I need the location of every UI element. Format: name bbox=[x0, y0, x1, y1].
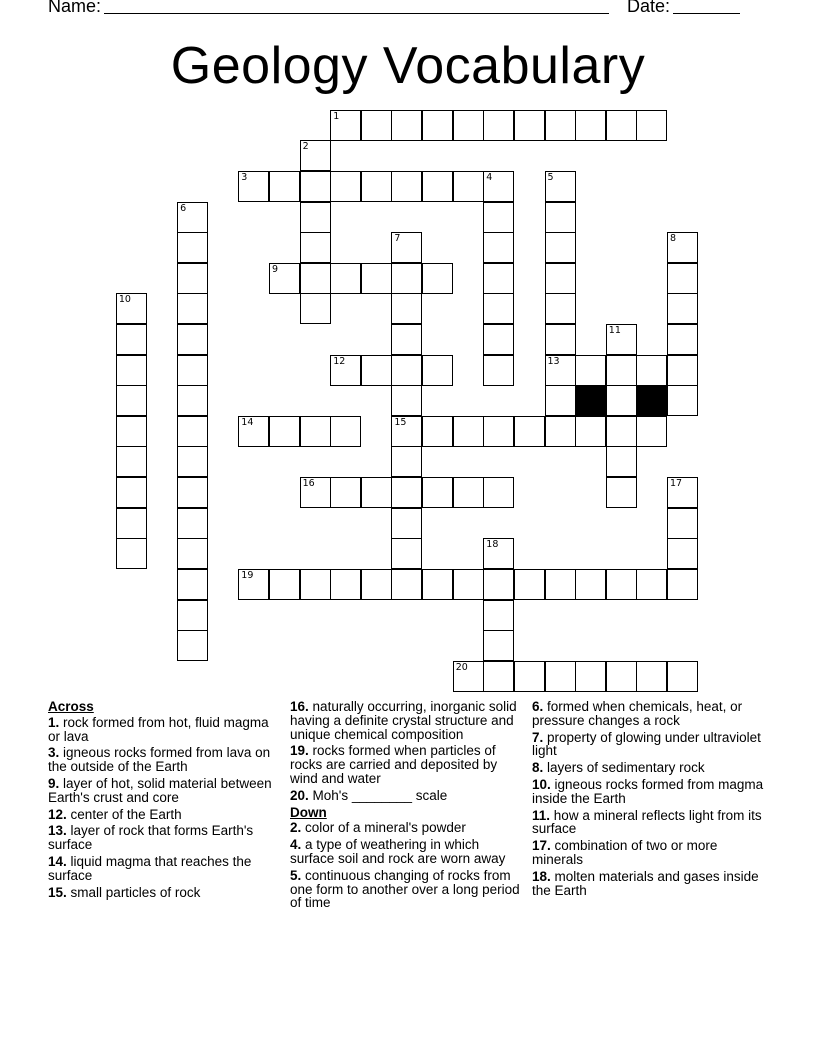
clue-number: 12 bbox=[333, 355, 346, 367]
grid-cell[interactable] bbox=[483, 171, 514, 202]
clue-text: igneous rocks formed from lava on the outside of the Earth bbox=[48, 745, 271, 775]
down-clue bbox=[532, 809, 768, 837]
grid-cell[interactable] bbox=[269, 171, 300, 202]
name-label: Name: bbox=[48, 0, 102, 16]
grid-cell[interactable] bbox=[177, 324, 208, 355]
clue-number: 6 bbox=[180, 202, 187, 214]
grid-cell[interactable] bbox=[177, 446, 208, 477]
grid-cell[interactable] bbox=[545, 232, 576, 263]
grid-cell[interactable] bbox=[636, 110, 667, 141]
clue-number: 6. bbox=[532, 699, 544, 714]
across-clue bbox=[48, 716, 280, 744]
grid-cell[interactable] bbox=[606, 324, 637, 355]
clue-number: 14. bbox=[48, 853, 67, 869]
clue-number: 8. bbox=[532, 760, 544, 776]
clue-number: 1 bbox=[333, 110, 340, 122]
grid-cell[interactable] bbox=[606, 477, 637, 508]
grid-cell[interactable] bbox=[483, 569, 514, 600]
clue-text: layer of rock that forms Earth's surface bbox=[48, 823, 254, 853]
grid-cell[interactable] bbox=[606, 569, 637, 600]
grid-cell[interactable] bbox=[177, 416, 208, 447]
grid-cell[interactable] bbox=[177, 293, 208, 324]
across-clue bbox=[48, 777, 280, 805]
grid-cell[interactable] bbox=[422, 477, 453, 508]
grid-cell[interactable] bbox=[391, 446, 422, 477]
clue-number: 5. bbox=[290, 867, 302, 883]
clue-number: 1. bbox=[48, 714, 60, 730]
grid-cell[interactable] bbox=[116, 446, 147, 477]
clue-text: rock formed from hot, fluid magma or lava bbox=[48, 714, 269, 744]
grid-cell[interactable] bbox=[514, 110, 545, 141]
grid-cell[interactable] bbox=[545, 324, 576, 355]
clue-text: layers of sedimentary rock bbox=[547, 760, 705, 776]
grid-cell[interactable] bbox=[391, 293, 422, 324]
grid-cell[interactable] bbox=[545, 385, 576, 416]
grid-cell[interactable] bbox=[483, 232, 514, 263]
clue-text: rocks formed when particles of rocks are carried and deposited by wind and water bbox=[290, 743, 498, 786]
down-clue bbox=[290, 821, 522, 835]
grid-cell[interactable] bbox=[300, 263, 331, 294]
grid-cell[interactable] bbox=[391, 477, 422, 508]
grid-cell[interactable] bbox=[391, 324, 422, 355]
clue-number: 11 bbox=[608, 325, 621, 336]
grid-cell[interactable] bbox=[177, 477, 208, 508]
down-clue bbox=[532, 870, 768, 898]
grid-cell[interactable] bbox=[116, 508, 147, 539]
grid-cell[interactable] bbox=[545, 355, 576, 386]
grid-cell[interactable] bbox=[116, 416, 147, 447]
grid-cell[interactable] bbox=[453, 569, 484, 600]
grid-cell[interactable] bbox=[483, 416, 514, 447]
grid-cell[interactable] bbox=[391, 385, 422, 416]
grid-cell[interactable] bbox=[483, 293, 514, 324]
grid-cell[interactable] bbox=[575, 569, 606, 600]
clue-text: center of the Earth bbox=[70, 806, 182, 822]
across-clue bbox=[48, 855, 280, 883]
grid-cell[interactable] bbox=[636, 355, 667, 386]
across-clue bbox=[48, 824, 280, 852]
down-heading: Down bbox=[290, 804, 327, 820]
clue-number: 10 bbox=[118, 294, 131, 306]
clue-number: 18 bbox=[486, 539, 499, 551]
clue-number: 9. bbox=[48, 775, 60, 791]
clue-text: combination of two or more minerals bbox=[532, 838, 718, 867]
grid-cell[interactable] bbox=[483, 477, 514, 508]
grid-cell[interactable] bbox=[422, 110, 453, 141]
grid-cell[interactable] bbox=[575, 110, 606, 141]
clue-number: 17 bbox=[670, 478, 683, 490]
grid-cell[interactable] bbox=[606, 385, 637, 416]
grid-cell[interactable] bbox=[116, 477, 147, 508]
clue-number: 7 bbox=[394, 233, 401, 245]
down-clue bbox=[532, 839, 768, 867]
grid-cell[interactable] bbox=[483, 600, 514, 631]
grid-cell[interactable] bbox=[606, 355, 637, 386]
grid-cell[interactable] bbox=[606, 416, 637, 447]
grid-cell[interactable] bbox=[177, 202, 208, 233]
grid-cell[interactable] bbox=[422, 263, 453, 294]
grid-cell[interactable] bbox=[667, 538, 698, 569]
grid-cell[interactable] bbox=[177, 569, 208, 600]
grid-cell[interactable] bbox=[545, 569, 576, 600]
grid-cell[interactable] bbox=[300, 569, 331, 600]
grid-cell[interactable] bbox=[514, 416, 545, 447]
grid-cell[interactable] bbox=[422, 416, 453, 447]
grid-cell[interactable] bbox=[361, 569, 392, 600]
grid-cell[interactable] bbox=[636, 416, 667, 447]
clue-text: small particles of rock bbox=[70, 884, 201, 900]
grid-cell[interactable] bbox=[453, 171, 484, 202]
grid-cell[interactable] bbox=[330, 110, 361, 141]
grid-cell[interactable] bbox=[391, 508, 422, 539]
grid-cell[interactable] bbox=[483, 202, 514, 233]
grid-cell[interactable] bbox=[575, 661, 606, 692]
clue-number: 3 bbox=[241, 171, 248, 183]
grid-cell[interactable] bbox=[300, 416, 331, 447]
grid-cell[interactable] bbox=[269, 263, 300, 294]
grid-cell[interactable] bbox=[453, 477, 484, 508]
grid-cell[interactable] bbox=[177, 630, 208, 661]
grid-cell[interactable] bbox=[361, 477, 392, 508]
grid-cell[interactable] bbox=[391, 416, 422, 447]
grid-cell[interactable] bbox=[116, 385, 147, 416]
grid-cell[interactable] bbox=[667, 355, 698, 386]
clue-number: 7. bbox=[532, 729, 544, 745]
grid-cell[interactable] bbox=[483, 355, 514, 386]
clue-number: 16. bbox=[290, 699, 309, 714]
grid-cell[interactable] bbox=[330, 355, 361, 386]
clue-number: 8 bbox=[670, 233, 677, 245]
clue-text: Moh's ________ scale bbox=[312, 787, 448, 803]
grid-cell[interactable] bbox=[238, 171, 269, 202]
grid-cell[interactable] bbox=[361, 263, 392, 294]
down-clue bbox=[290, 838, 522, 866]
grid-cell[interactable] bbox=[330, 171, 361, 202]
down-clue bbox=[532, 700, 768, 728]
across-clue bbox=[290, 744, 522, 785]
grid-cell[interactable] bbox=[300, 202, 331, 233]
grid-cell[interactable] bbox=[453, 661, 484, 692]
grid-cell[interactable] bbox=[575, 355, 606, 386]
clue-number: 15 bbox=[394, 416, 407, 428]
across-clue bbox=[48, 746, 280, 774]
grid-cell[interactable] bbox=[422, 171, 453, 202]
clue-text: naturally occurring, inorganic solid having a definite crystal structure and unique chemical composition bbox=[290, 699, 517, 742]
grid-cell[interactable] bbox=[667, 569, 698, 600]
grid-cell[interactable] bbox=[636, 661, 667, 692]
grid-cell[interactable] bbox=[545, 416, 576, 447]
grid-cell[interactable] bbox=[667, 232, 698, 263]
across-clue bbox=[48, 808, 280, 822]
grid-cell[interactable] bbox=[330, 416, 361, 447]
grid-cell[interactable] bbox=[116, 355, 147, 386]
grid-cell[interactable] bbox=[300, 232, 331, 263]
grid-cell[interactable] bbox=[269, 569, 300, 600]
clue-number: 9 bbox=[272, 263, 279, 275]
grid-cell[interactable] bbox=[116, 538, 147, 569]
grid-cell[interactable] bbox=[177, 263, 208, 294]
clue-column-1 bbox=[48, 700, 280, 902]
clue-number: 20. bbox=[290, 787, 309, 803]
grid-cell[interactable] bbox=[300, 293, 331, 324]
grid-cell[interactable] bbox=[545, 293, 576, 324]
clue-column-2 bbox=[290, 700, 522, 913]
grid-cell[interactable] bbox=[177, 600, 208, 631]
clue-text: continuous changing of rocks from one form to another over a long period of time bbox=[290, 867, 520, 911]
grid-block bbox=[636, 385, 667, 416]
clue-number: 11. bbox=[532, 807, 551, 823]
across-clue bbox=[290, 789, 522, 803]
clue-text: a type of weathering in which surface soil and rock are worn away bbox=[290, 837, 506, 866]
clue-number: 3. bbox=[48, 745, 60, 761]
clue-number: 18. bbox=[532, 868, 551, 884]
grid-cell[interactable] bbox=[453, 416, 484, 447]
grid-cell[interactable] bbox=[300, 171, 331, 202]
clue-number: 13. bbox=[48, 823, 67, 839]
down-clue bbox=[290, 869, 522, 910]
grid-cell[interactable] bbox=[391, 538, 422, 569]
clue-number: 2. bbox=[290, 820, 302, 836]
grid-cell[interactable] bbox=[606, 661, 637, 692]
grid-cell[interactable] bbox=[300, 477, 331, 508]
grid-cell[interactable] bbox=[667, 508, 698, 539]
grid-cell[interactable] bbox=[361, 171, 392, 202]
across-clue bbox=[290, 700, 522, 741]
clue-text: property of glowing under ultraviolet light bbox=[532, 729, 761, 759]
grid-cell[interactable] bbox=[391, 232, 422, 263]
date-label: Date: bbox=[627, 0, 671, 16]
grid-cell[interactable] bbox=[422, 355, 453, 386]
clue-number: 10. bbox=[532, 776, 551, 792]
grid-cell[interactable] bbox=[575, 416, 606, 447]
grid-cell[interactable] bbox=[545, 110, 576, 141]
grid-cell[interactable] bbox=[636, 569, 667, 600]
clue-text: how a mineral reflects light from its surface bbox=[532, 807, 762, 837]
clue-column-3 bbox=[532, 700, 768, 900]
grid-cell[interactable] bbox=[483, 630, 514, 661]
clue-number: 19 bbox=[241, 569, 254, 581]
grid-cell[interactable] bbox=[391, 355, 422, 386]
clue-text: liquid magma that reaches the surface bbox=[48, 853, 252, 883]
clue-number: 16 bbox=[302, 478, 315, 490]
grid-cell[interactable] bbox=[177, 385, 208, 416]
grid-cell[interactable] bbox=[514, 569, 545, 600]
grid-cell[interactable] bbox=[545, 202, 576, 233]
grid-cell[interactable] bbox=[483, 324, 514, 355]
grid-cell[interactable] bbox=[361, 110, 392, 141]
down-clue bbox=[532, 731, 768, 759]
grid-cell[interactable] bbox=[361, 355, 392, 386]
grid-cell[interactable] bbox=[483, 263, 514, 294]
grid-cell[interactable] bbox=[483, 538, 514, 569]
grid-cell[interactable] bbox=[269, 416, 300, 447]
clue-number: 2 bbox=[302, 141, 309, 153]
grid-cell[interactable] bbox=[514, 661, 545, 692]
grid-cell[interactable] bbox=[116, 324, 147, 355]
clue-number: 12. bbox=[48, 806, 67, 822]
clue-number: 4. bbox=[290, 837, 302, 853]
across-clue bbox=[48, 886, 280, 900]
grid-cell[interactable] bbox=[116, 293, 147, 324]
clue-number: 15. bbox=[48, 884, 67, 900]
grid-cell[interactable] bbox=[545, 263, 576, 294]
grid-cell[interactable] bbox=[177, 232, 208, 263]
grid-cell[interactable] bbox=[606, 110, 637, 141]
grid-cell[interactable] bbox=[453, 110, 484, 141]
down-clue bbox=[532, 761, 768, 775]
grid-cell[interactable] bbox=[330, 263, 361, 294]
grid-cell[interactable] bbox=[422, 569, 453, 600]
page-title: Geology Vocabulary bbox=[170, 37, 646, 95]
grid-cell[interactable] bbox=[391, 569, 422, 600]
clue-number: 17. bbox=[532, 838, 551, 854]
grid-cell[interactable] bbox=[667, 477, 698, 508]
clue-text: layer of hot, solid material between Earth's crust and core bbox=[48, 775, 272, 805]
grid-cell[interactable] bbox=[330, 477, 361, 508]
clue-number: 19. bbox=[290, 743, 309, 759]
grid-cell[interactable] bbox=[667, 293, 698, 324]
clue-text: igneous rocks formed from magma inside the Earth bbox=[532, 776, 764, 806]
clue-number: 5 bbox=[547, 171, 554, 183]
clue-text: color of a mineral's powder bbox=[305, 820, 466, 836]
grid-cell[interactable] bbox=[177, 355, 208, 386]
grid-cell[interactable] bbox=[238, 416, 269, 447]
grid-cell[interactable] bbox=[606, 446, 637, 477]
grid-cell[interactable] bbox=[330, 569, 361, 600]
clue-text: molten materials and gases inside the Earth bbox=[532, 868, 759, 898]
grid-cell[interactable] bbox=[483, 661, 514, 692]
grid-cell[interactable] bbox=[667, 661, 698, 692]
clue-number: 13 bbox=[547, 355, 560, 367]
grid-cell[interactable] bbox=[391, 110, 422, 141]
clue-number: 14 bbox=[241, 416, 254, 428]
across-heading: Across bbox=[48, 699, 94, 714]
grid-cell[interactable] bbox=[177, 538, 208, 569]
grid-cell[interactable] bbox=[545, 661, 576, 692]
grid-cell[interactable] bbox=[667, 263, 698, 294]
grid-cell[interactable] bbox=[391, 263, 422, 294]
grid-block bbox=[575, 385, 606, 416]
clue-number: 20 bbox=[455, 661, 468, 673]
grid-cell[interactable] bbox=[545, 171, 576, 202]
grid-cell[interactable] bbox=[177, 508, 208, 539]
grid-cell[interactable] bbox=[238, 569, 269, 600]
grid-cell[interactable] bbox=[300, 140, 331, 171]
grid-cell[interactable] bbox=[391, 171, 422, 202]
grid-cell[interactable] bbox=[667, 324, 698, 355]
clue-number: 4 bbox=[486, 171, 493, 183]
clue-text: formed when chemicals, heat, or pressure changes a rock bbox=[532, 699, 743, 728]
grid-cell[interactable] bbox=[667, 385, 698, 416]
down-clue bbox=[532, 778, 768, 806]
grid-cell[interactable] bbox=[483, 110, 514, 141]
